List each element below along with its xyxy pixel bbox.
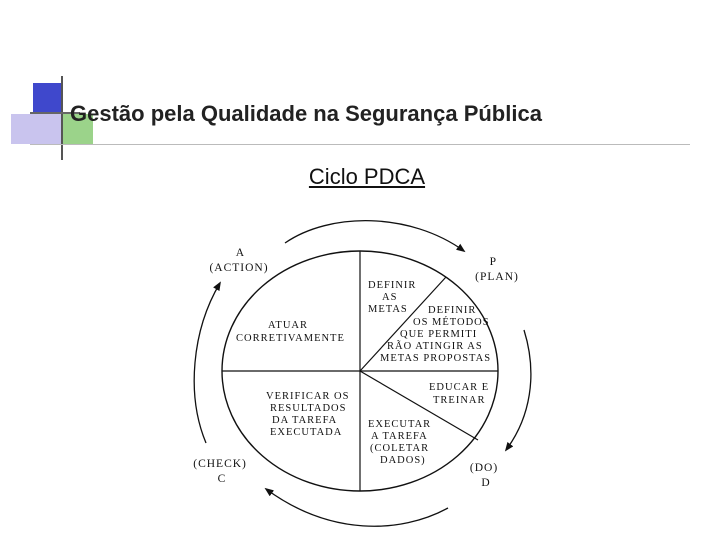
label-action: [209, 247, 268, 274]
segment-executar: [368, 419, 435, 466]
segment-text-line: QUE PERMITI: [400, 329, 478, 340]
label-action-letter: A: [235, 247, 245, 259]
segment-atuar: [236, 320, 345, 344]
segment-text-line: EXECUTADA: [270, 427, 343, 438]
label-check-word: (CHECK): [193, 458, 247, 470]
label-plan-letter: P: [489, 256, 497, 268]
label-do-word: (DO): [469, 462, 499, 474]
segment-text-line: EDUCAR E: [429, 382, 490, 393]
segment-text-line: EXECUTAR: [368, 419, 432, 430]
label-do: [470, 462, 502, 489]
segment-text-line: A TAREFA: [371, 431, 428, 442]
segment-text-line: METAS PROPOSTAS: [380, 353, 492, 364]
segment-educar-treinar: [429, 382, 493, 406]
segment-text-line: (COLETAR: [370, 443, 430, 454]
segment-text-line: DEFINIR: [368, 280, 417, 291]
segment-text-line: CORRETIVAMENTE: [236, 333, 345, 344]
cycle-arrow-left: [194, 283, 220, 443]
segment-text-line: RESULTADOS: [270, 403, 347, 414]
segment-text-line: DA TAREFA: [272, 415, 337, 426]
segment-text-line: RÃO ATINGIR AS: [387, 341, 483, 352]
diagram-subtitle: Ciclo PDCA: [308, 164, 426, 189]
label-check: [193, 458, 251, 485]
segment-text-line: AS: [382, 292, 398, 303]
segment-text-line: TREINAR: [433, 395, 486, 406]
segment-text-line: OS MÉTODOS: [413, 317, 490, 328]
label-do-letter: D: [481, 477, 491, 489]
segment-definir-metas: [368, 280, 420, 315]
label-check-letter: C: [217, 473, 227, 485]
label-action-word: (ACTION): [209, 262, 269, 274]
label-plan: [475, 256, 519, 283]
segment-text-line: ATUAR: [268, 320, 309, 331]
segment-text-line: VERIFICAR OS: [266, 391, 350, 402]
segment-verificar: [266, 391, 353, 438]
cycle-arrow-bottom: [266, 489, 448, 526]
cycle-arrow-top: [285, 221, 464, 251]
segment-text-line: METAS: [368, 304, 408, 315]
cycle-arrow-right: [506, 330, 531, 450]
label-plan-word: (PLAN): [475, 271, 519, 283]
segment-text-line: DADOS): [380, 455, 426, 466]
page-title: Gestão pela Qualidade na Segurança Pública: [70, 101, 542, 126]
segment-text-line: DEFINIR: [428, 305, 477, 316]
